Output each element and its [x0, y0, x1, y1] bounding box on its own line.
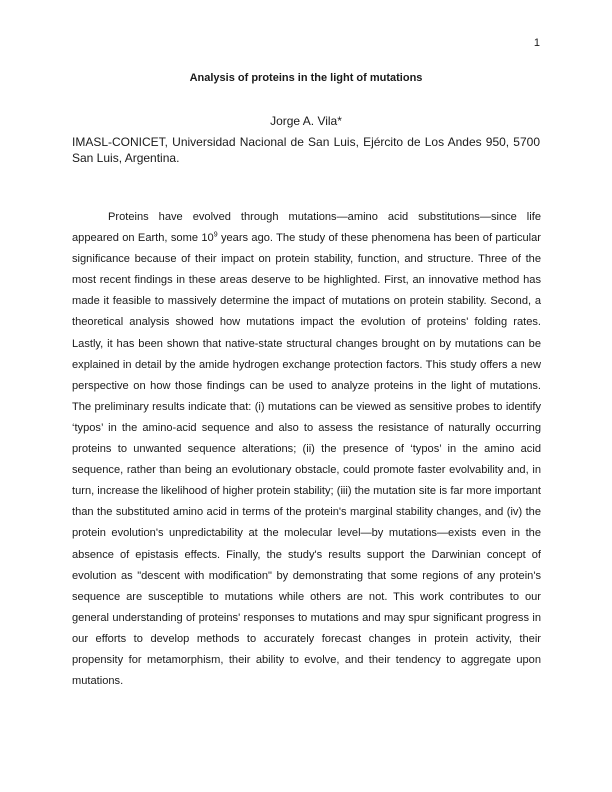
- abstract-paragraph: [72, 207, 541, 692]
- abstract-text-part1: Proteins have evolved through mutations—amino acid substitutions—since life appeared on Earth, some 10: [72, 211, 541, 245]
- paper-title: Analysis of proteins in the light of mutations: [189, 72, 423, 84]
- author-affiliation: IMASL-CONICET, Universidad Nacional de San Luis, Ejército de Los Andes 950, 5700 San Luis, Argentina.: [72, 135, 540, 165]
- abstract-text-part2: years ago. The study of these phenomena has been of particular significance because of their impact on protein stability, function, and structure. Three of the most recent findings in these areas deserve to be highlighted. First, an innovative method has made it feasible to massively determine the impact of mutations on protein stability. Second, a theoretical analysis showed how mutations impact the evolution of proteins' folding rates. Lastly, it has been shown that native-state structural changes brought on by mutations can be explained in detail by the amide hydrogen exchange protection factors. This study offers a new perspective on how those findings can be used to analyze proteins in the light of mutations. The preliminary results indicate that: (i) mutations can be viewed as sensitive probes to identify ‘typos’ in the amino-acid sequence and also to assess the resistance of naturally occurring proteins to unwanted sequence alterations; (ii) the presence of ‘typos’ in the amino acid sequence, rather than being an evolutionary obstacle, could promote faster evolvability and, in turn, increase the likelihood of higher protein stability; (iii) the mutation site is far more important than the substituted amino acid in terms of the protein's marginal stability changes, and (iv) the protein evolution's unpredictability at the molecular level—by mutations—exists even in the absence of epistasis effects. Finally, the study's results support the Darwinian concept of evolution as "descent with modification" by demonstrating that some regions of any protein's sequence are susceptible to mutations while others are not. This work contributes to our general understanding of proteins' responses to mutations and may spur significant progress in our efforts to develop methods to accurately forecast changes in protein activity, their propensity for metamorphism, their ability to evolve, and their tendency to aggregate upon mutations.: [72, 232, 541, 688]
- page-number: 1: [533, 37, 540, 49]
- author-name: Jorge A. Vila*: [270, 114, 342, 128]
- exponent: 9: [213, 231, 218, 239]
